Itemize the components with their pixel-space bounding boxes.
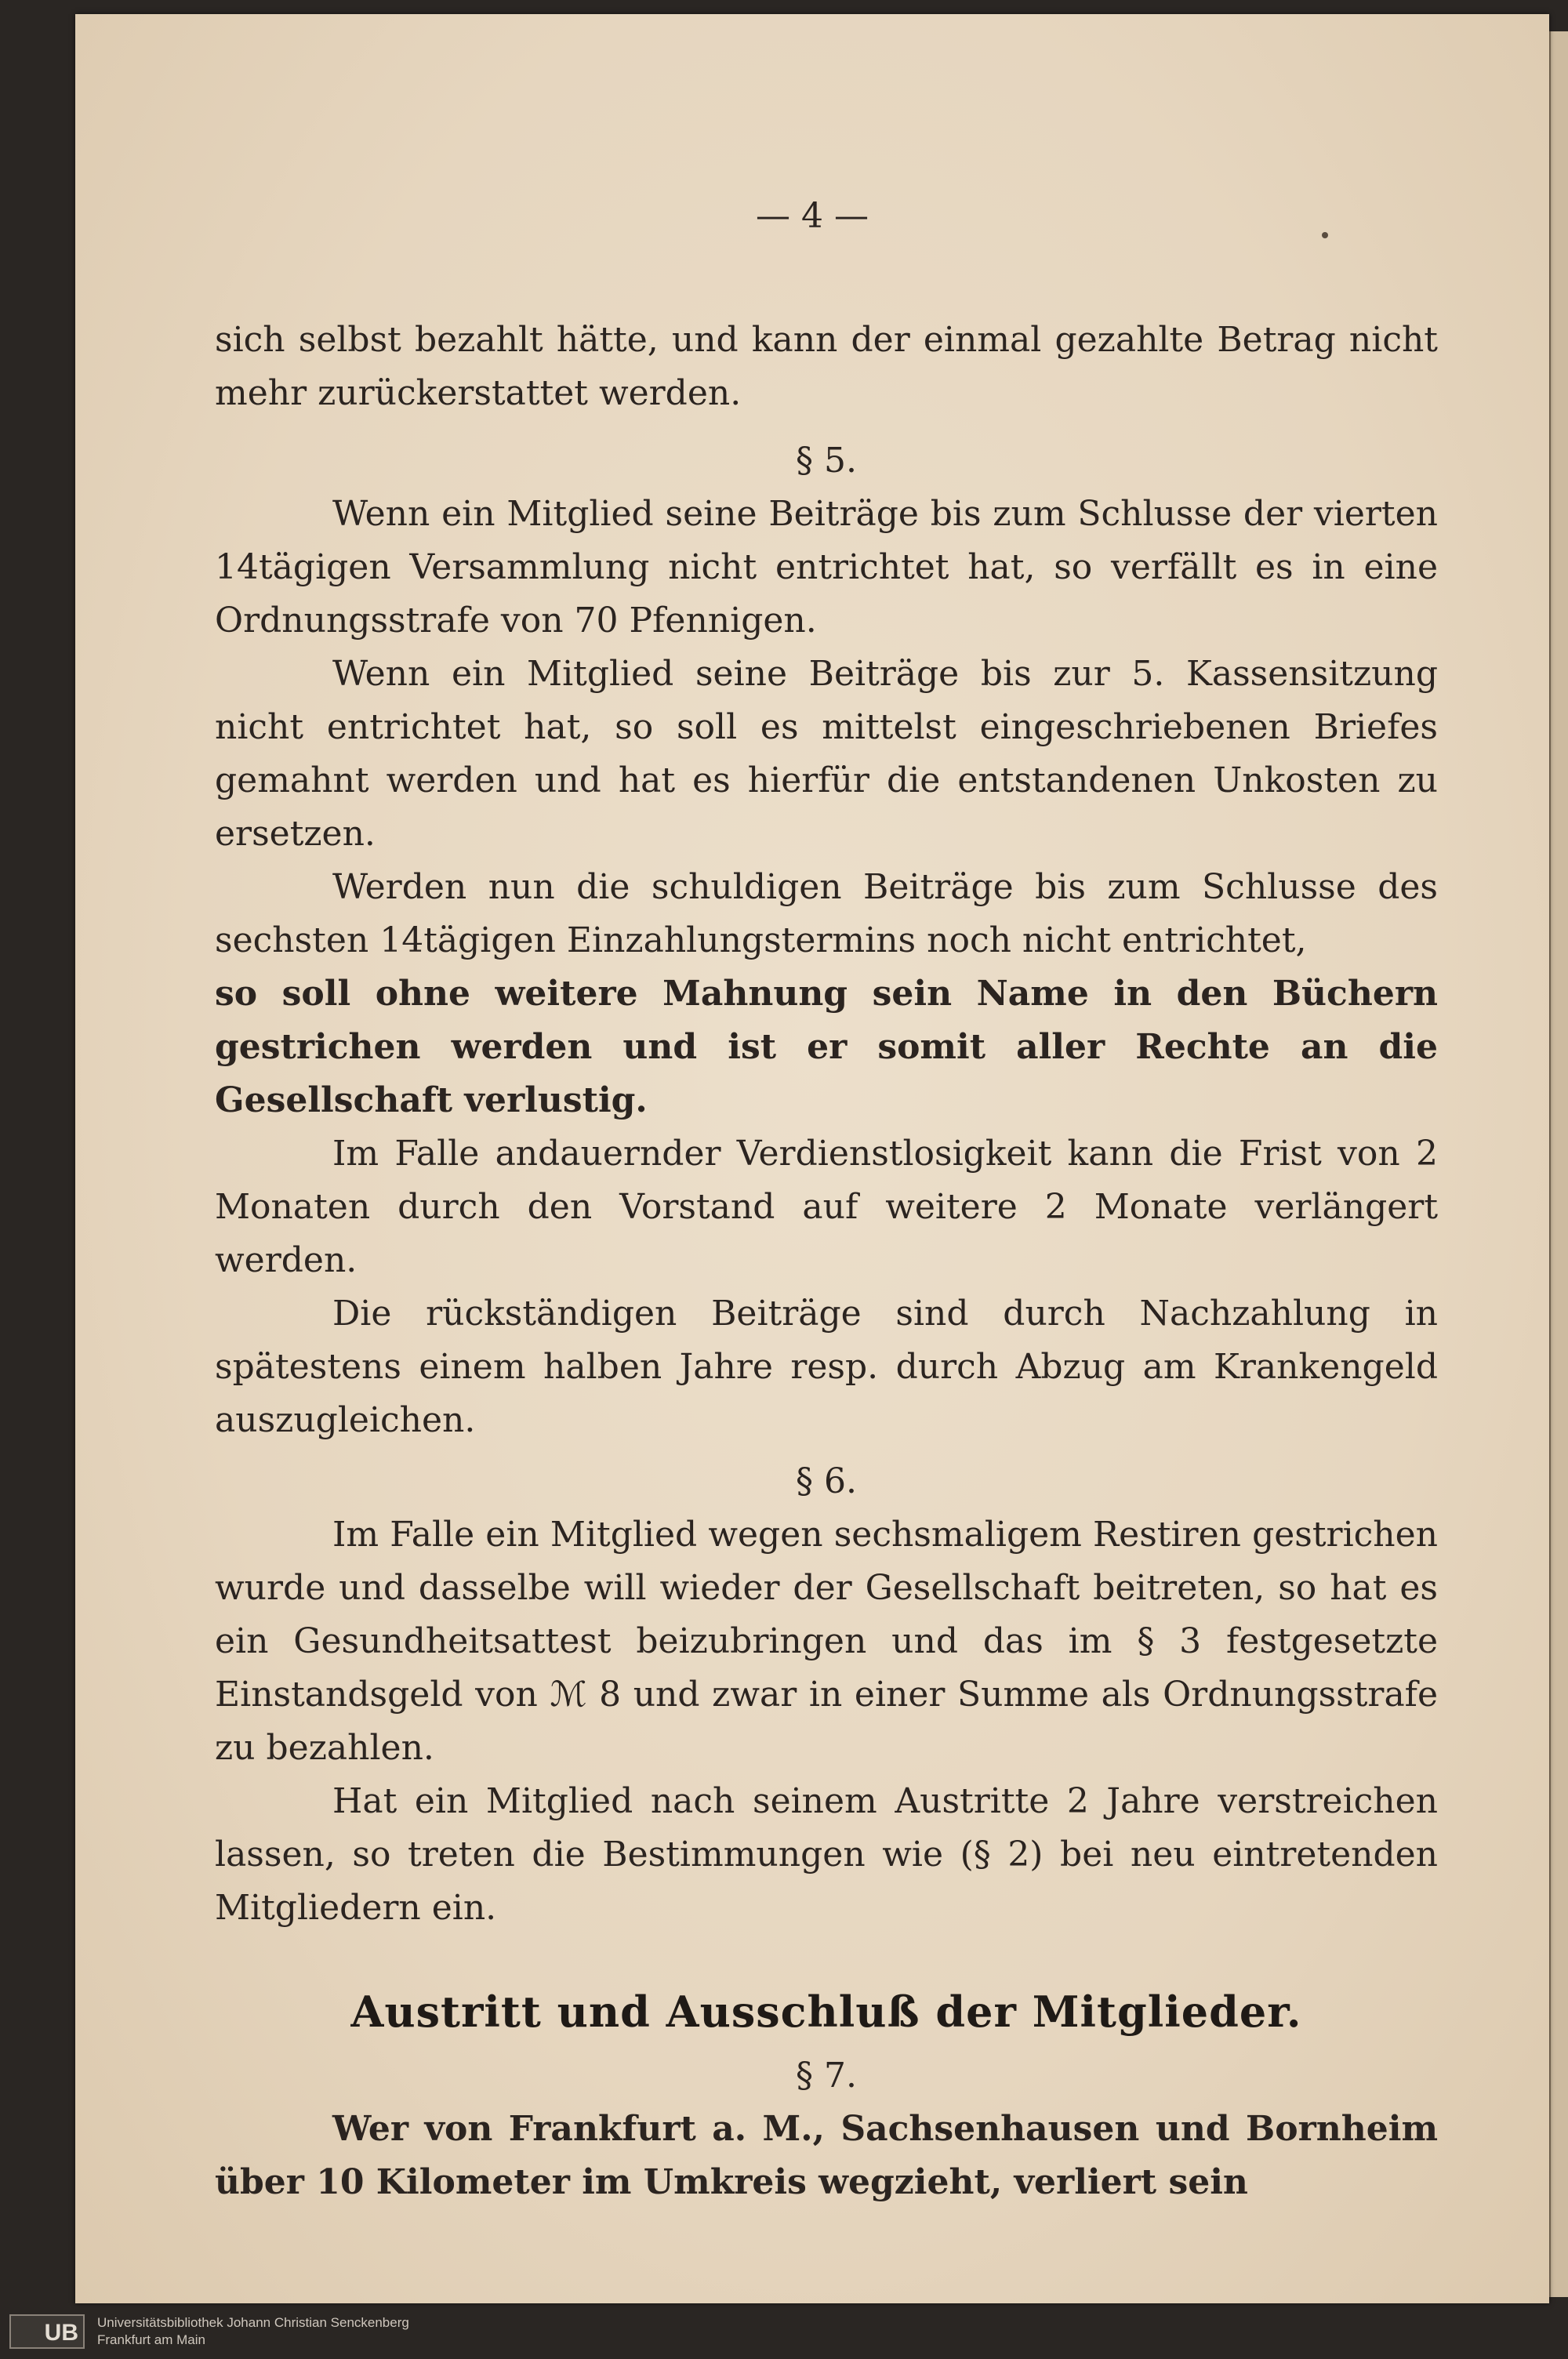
paragraph-continuation: sich selbst bezahlt hätte, und kann der einmal gezahlte Betrag nicht mehr zurückerstattet werden. xyxy=(215,320,1438,413)
next-page-edge xyxy=(1549,31,1568,2297)
page-number: — 4 — xyxy=(756,196,869,236)
page-dot xyxy=(1322,232,1328,238)
library-city: Frankfurt am Main xyxy=(97,2332,205,2347)
library-logo: UB xyxy=(9,2314,85,2349)
paragraph: Im Falle ein Mitglied wegen sechsmaligem Restiren gestrichen wurde und dasselbe will wieder der Gesellschaft beitreten, so hat es ein Gesundheitsattest beizubringen und das im § 3 festgesetzte Einstandsgeld von ℳ 8 und zwar in einer Summe als Ordnungsstrafe zu bezahlen. xyxy=(215,1515,1438,1768)
paragraph: Im Falle andauernder Verdienstlosigkeit kann die Frist von 2 Monaten durch den Vorstand auf weitere 2 Monate verlängert werden. xyxy=(215,1134,1438,1280)
section-5-heading: § 5. xyxy=(796,441,857,481)
paragraph: Hat ein Mitglied nach seinem Austritte 2 Jahre verstreichen lassen, so treten die Bestimmungen wie (§ 2) bei neu eintretenden Mitgliedern ein. xyxy=(215,1781,1438,1928)
library-footer xyxy=(0,2303,784,2359)
document-page xyxy=(75,14,1549,2303)
paragraph-bold: so soll ohne weitere Mahnung sein Name in den Büchern gestrichen werden und ist er somit aller Rechte an die Gesellschaft verlustig. xyxy=(215,974,1438,1120)
library-credit xyxy=(97,2314,409,2349)
paragraph: Wenn ein Mitglied seine Beiträge bis zur 5. Kassensitzung nicht entrichtet hat, so soll es mittelst eingeschriebenen Briefes gemahnt werden und hat es hierfür die entstandenen Unkosten zu ersetzen. xyxy=(215,654,1438,854)
paragraph: Wenn ein Mitglied seine Beiträge bis zum Schlusse der vierten 14tägigen Versammlung nicht entrichtet hat, so verfällt es in eine Ordnungsstrafe von 70 Pfennigen. xyxy=(215,494,1438,641)
section-7-heading: § 7. xyxy=(796,2056,857,2096)
page-text xyxy=(215,314,1438,2209)
section-6-heading: § 6. xyxy=(796,1461,857,1501)
paragraph: Die rückständigen Beiträge sind durch Nachzahlung in spätestens einem halben Jahre resp. durch Abzug am Krankengeld auszugleichen. xyxy=(215,1294,1438,1440)
paragraph-bold: Wer von Frankfurt a. M., Sachsenhausen und Bornheim über 10 Kilometer im Umkreis wegzieht, verliert sein xyxy=(215,2109,1438,2202)
library-name: Universitätsbibliothek Johann Christian Senckenberg xyxy=(97,2315,409,2330)
chapter-heading: Austritt und Ausschluß der Mitglieder. xyxy=(350,1987,1302,2037)
paragraph: Werden nun die schuldigen Beiträge bis zum Schlusse des sechsten 14tägigen Einzahlungstermins noch nicht entrichtet, xyxy=(215,867,1438,960)
